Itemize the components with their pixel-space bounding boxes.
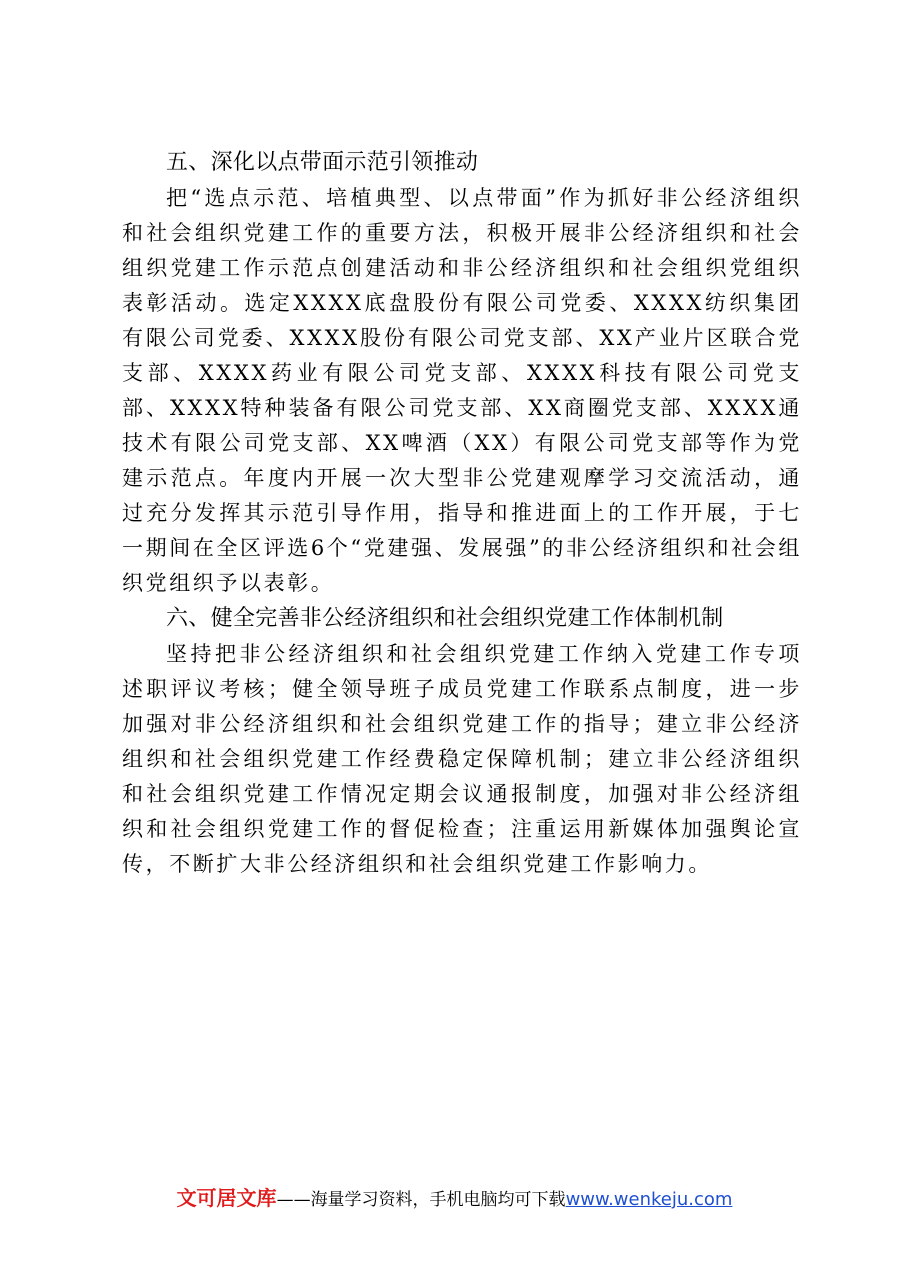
footer-tagline: ——海量学习资料，手机电脑均可下载 xyxy=(276,1190,566,1210)
footer-brand: 文可居文库 xyxy=(176,1186,277,1210)
footer-link[interactable]: www.wenkeju.com xyxy=(565,1189,733,1210)
section-paragraph-5: 把“选点示范、培植典型、以点带面”作为抓好非公经济组织和社会组织党建工作的重要方法，积极开展非公经济组织和社会组织党建工作示范点创建活动和非公经济组织和社会组织党组织表彰活动。选定XXXX底盘股份有限公司党委、XXXX纺织集团有限公司党委、XXXX股份有限公司党支部、XX产业片区联合党支部、XXXX药业有限公司党支部、XXXX科技有限公司党支部、XXXX特种装备有限公司党支部、XX商圈党支部、XXXX通技术有限公司党支部、XX啤酒（XX）有限公司党支部等作为党建示范点。年度内开展一次大型非公党建观摩学习交流活动，通过充分发挥其示范引导作用，指导和推进面上的工作开展，于七一期间在全区评选6个“党建强、发展强”的非公经济组织和社会组织党组织予以表彰。 xyxy=(122,186,802,595)
document-body xyxy=(122,145,802,882)
section-paragraph-6: 坚持把非公经济组织和社会组织党建工作纳入党建工作专项述职评议考核；健全领导班子成员党建工作联系点制度，进一步加强对非公经济组织和社会组织党建工作的指导；建立非公经济组织和社会组织党建工作经费稳定保障机制；建立非公经济组织和社会组织党建工作情况定期会议通报制度，加强对非公经济组织和社会组织党建工作的督促检查；注重运用新媒体加强舆论宣传，不断扩大非公经济组织和社会组织党建工作影响力。 xyxy=(122,642,802,876)
footer-banner xyxy=(0,1182,909,1211)
section-heading-5: 五、深化以点带面示范引领推动 xyxy=(166,150,479,175)
section-heading-6: 六、健全完善非公经济组织和社会组织党建工作体制机制 xyxy=(166,606,724,631)
